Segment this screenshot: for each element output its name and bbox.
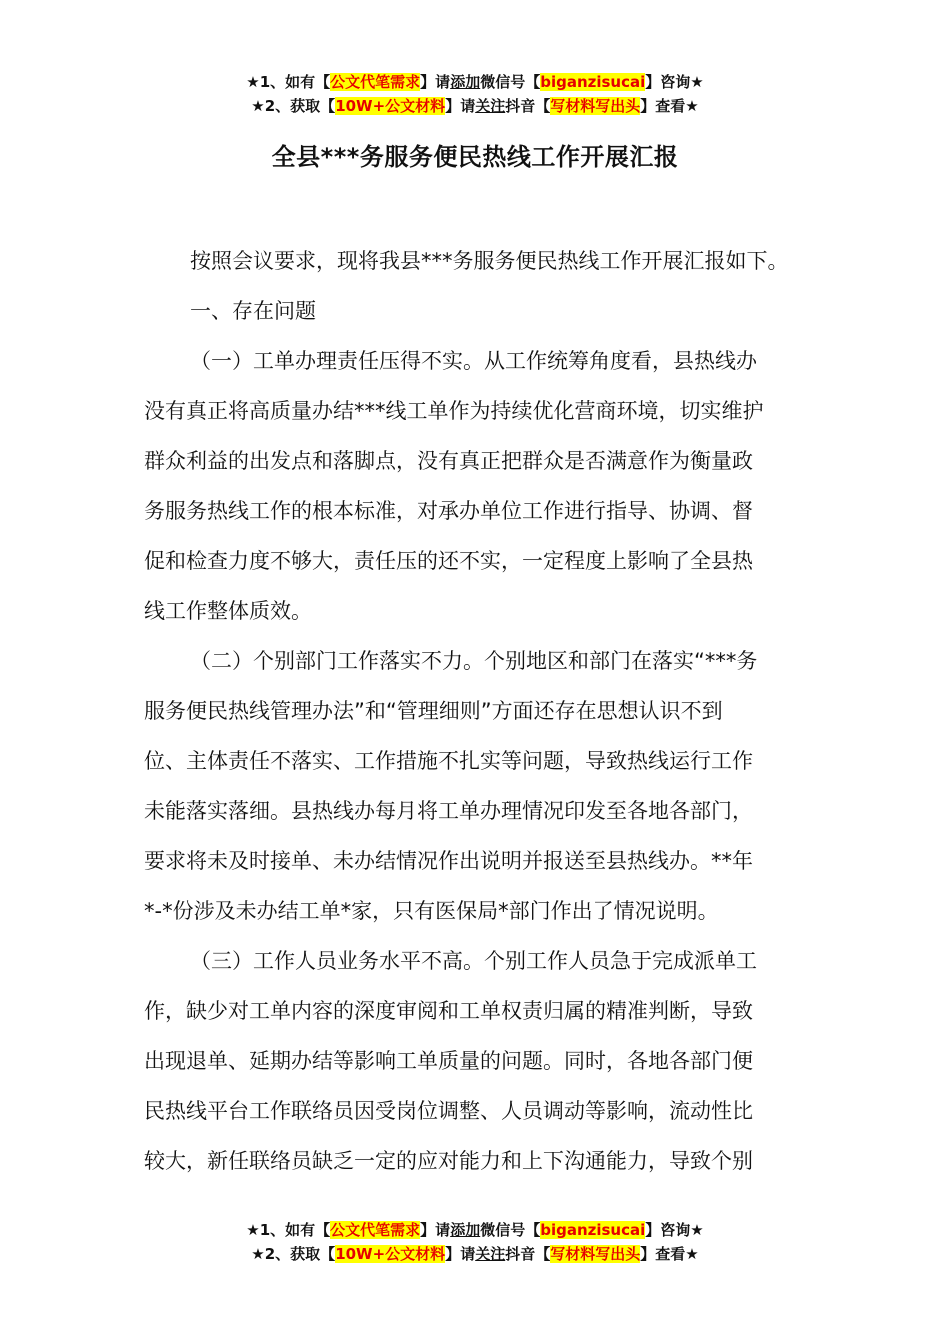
star-icon: ★ — [251, 1245, 265, 1263]
text-line: 服务便民热线管理办法”和“管理细则”方面还存在思想认识不到 — [144, 699, 723, 723]
wechat-id: biganzisucai — [540, 1221, 646, 1239]
notice-text: 】请 — [420, 1221, 451, 1239]
notice-text: 】请 — [420, 73, 451, 91]
paragraph-3 — [144, 936, 816, 1186]
paragraph-2 — [144, 636, 816, 936]
notice-text: 抖音【 — [505, 1245, 551, 1263]
text-line: 民热线平台工作联络员因受岗位调整、人员调动等影响，流动性比 — [144, 1099, 753, 1123]
notice-text: 1、如有【 — [259, 73, 331, 91]
douyin-id: 写材料写出头 — [550, 97, 641, 115]
notice-text: 1、如有【 — [259, 1221, 331, 1239]
document-title: 全县***务服务便民热线工作开展汇报 — [271, 143, 679, 171]
text-line: 作，缺少对工单内容的深度审阅和工单权责归属的精准判断，导致 — [144, 999, 753, 1023]
text-line: （一）工单办理责任压得不实。从工作统筹角度看，县热线办 — [190, 349, 757, 373]
notice-text: 】请 — [445, 1245, 476, 1263]
header-notice — [0, 70, 950, 118]
notice-highlight: 10W+公文材料 — [335, 97, 446, 115]
intro-paragraph: 按照会议要求，现将我县***务服务便民热线工作开展汇报如下。 — [190, 249, 789, 273]
notice-text: 2、获取【 — [264, 1245, 336, 1263]
notice-text: 】查看★ — [640, 1245, 699, 1263]
text-line: （三）工作人员业务水平不高。个别工作人员急于完成派单工 — [190, 949, 757, 973]
notice-text: 微信号【 — [480, 73, 541, 91]
section-heading: 一、存在问题 — [190, 299, 316, 323]
notice-highlight: 公文代笔需求 — [330, 73, 421, 91]
notice-line-1 — [0, 70, 950, 94]
text-line: 要求将未及时接单、未办结情况作出说明并报送至县热线办。**年 — [144, 849, 753, 873]
text-line: 位、主体责任不落实、工作措施不扎实等问题，导致热线运行工作 — [144, 749, 753, 773]
notice-highlight: 10W+公文材料 — [335, 1245, 446, 1263]
text-line: 线工作整体质效。 — [144, 599, 312, 623]
notice-text: 抖音【 — [505, 97, 551, 115]
notice-text: 】请 — [445, 97, 476, 115]
notice-underline: 关注 — [475, 1245, 506, 1263]
star-icon: ★ — [246, 1221, 260, 1239]
notice-text: 2、获取【 — [264, 97, 336, 115]
notice-text: 】咨询★ — [645, 1221, 704, 1239]
notice-line-1 — [0, 1218, 950, 1242]
notice-line-2 — [0, 1242, 950, 1266]
text-line: 较大，新任联络员缺乏一定的应对能力和上下沟通能力，导致个别 — [144, 1149, 753, 1173]
text-line: 出现退单、延期办结等影响工单质量的问题。同时，各地各部门便 — [144, 1049, 753, 1073]
footer-notice — [0, 1218, 950, 1266]
notice-text: 】查看★ — [640, 97, 699, 115]
text-line: （二）个别部门工作落实不力。个别地区和部门在落实“***务 — [190, 649, 758, 673]
star-icon: ★ — [246, 73, 260, 91]
text-line: *-*份涉及未办结工单*家，只有医保局*部门作出了情况说明。 — [144, 899, 719, 923]
notice-underline: 关注 — [475, 97, 506, 115]
star-icon: ★ — [251, 97, 265, 115]
text-line: 务服务热线工作的根本标准，对承办单位工作进行指导、协调、督 — [144, 499, 753, 523]
text-line: 没有真正将高质量办结***线工单作为持续优化营商环境，切实维护 — [144, 399, 764, 423]
document-body — [144, 236, 816, 1186]
notice-underline: 添加 — [450, 73, 481, 91]
notice-text: 微信号【 — [480, 1221, 541, 1239]
wechat-id: biganzisucai — [540, 73, 646, 91]
text-line: 促和检查力度不够大，责任压的还不实，一定程度上影响了全县热 — [144, 549, 753, 573]
douyin-id: 写材料写出头 — [550, 1245, 641, 1263]
notice-line-2 — [0, 94, 950, 118]
notice-highlight: 公文代笔需求 — [330, 1221, 421, 1239]
paragraph-1 — [144, 336, 816, 636]
notice-text: 】咨询★ — [645, 73, 704, 91]
text-line: 未能落实落细。县热线办每月将工单办理情况印发至各地各部门， — [144, 799, 753, 823]
text-line: 群众利益的出发点和落脚点，没有真正把群众是否满意作为衡量政 — [144, 449, 753, 473]
notice-underline: 添加 — [450, 1221, 481, 1239]
